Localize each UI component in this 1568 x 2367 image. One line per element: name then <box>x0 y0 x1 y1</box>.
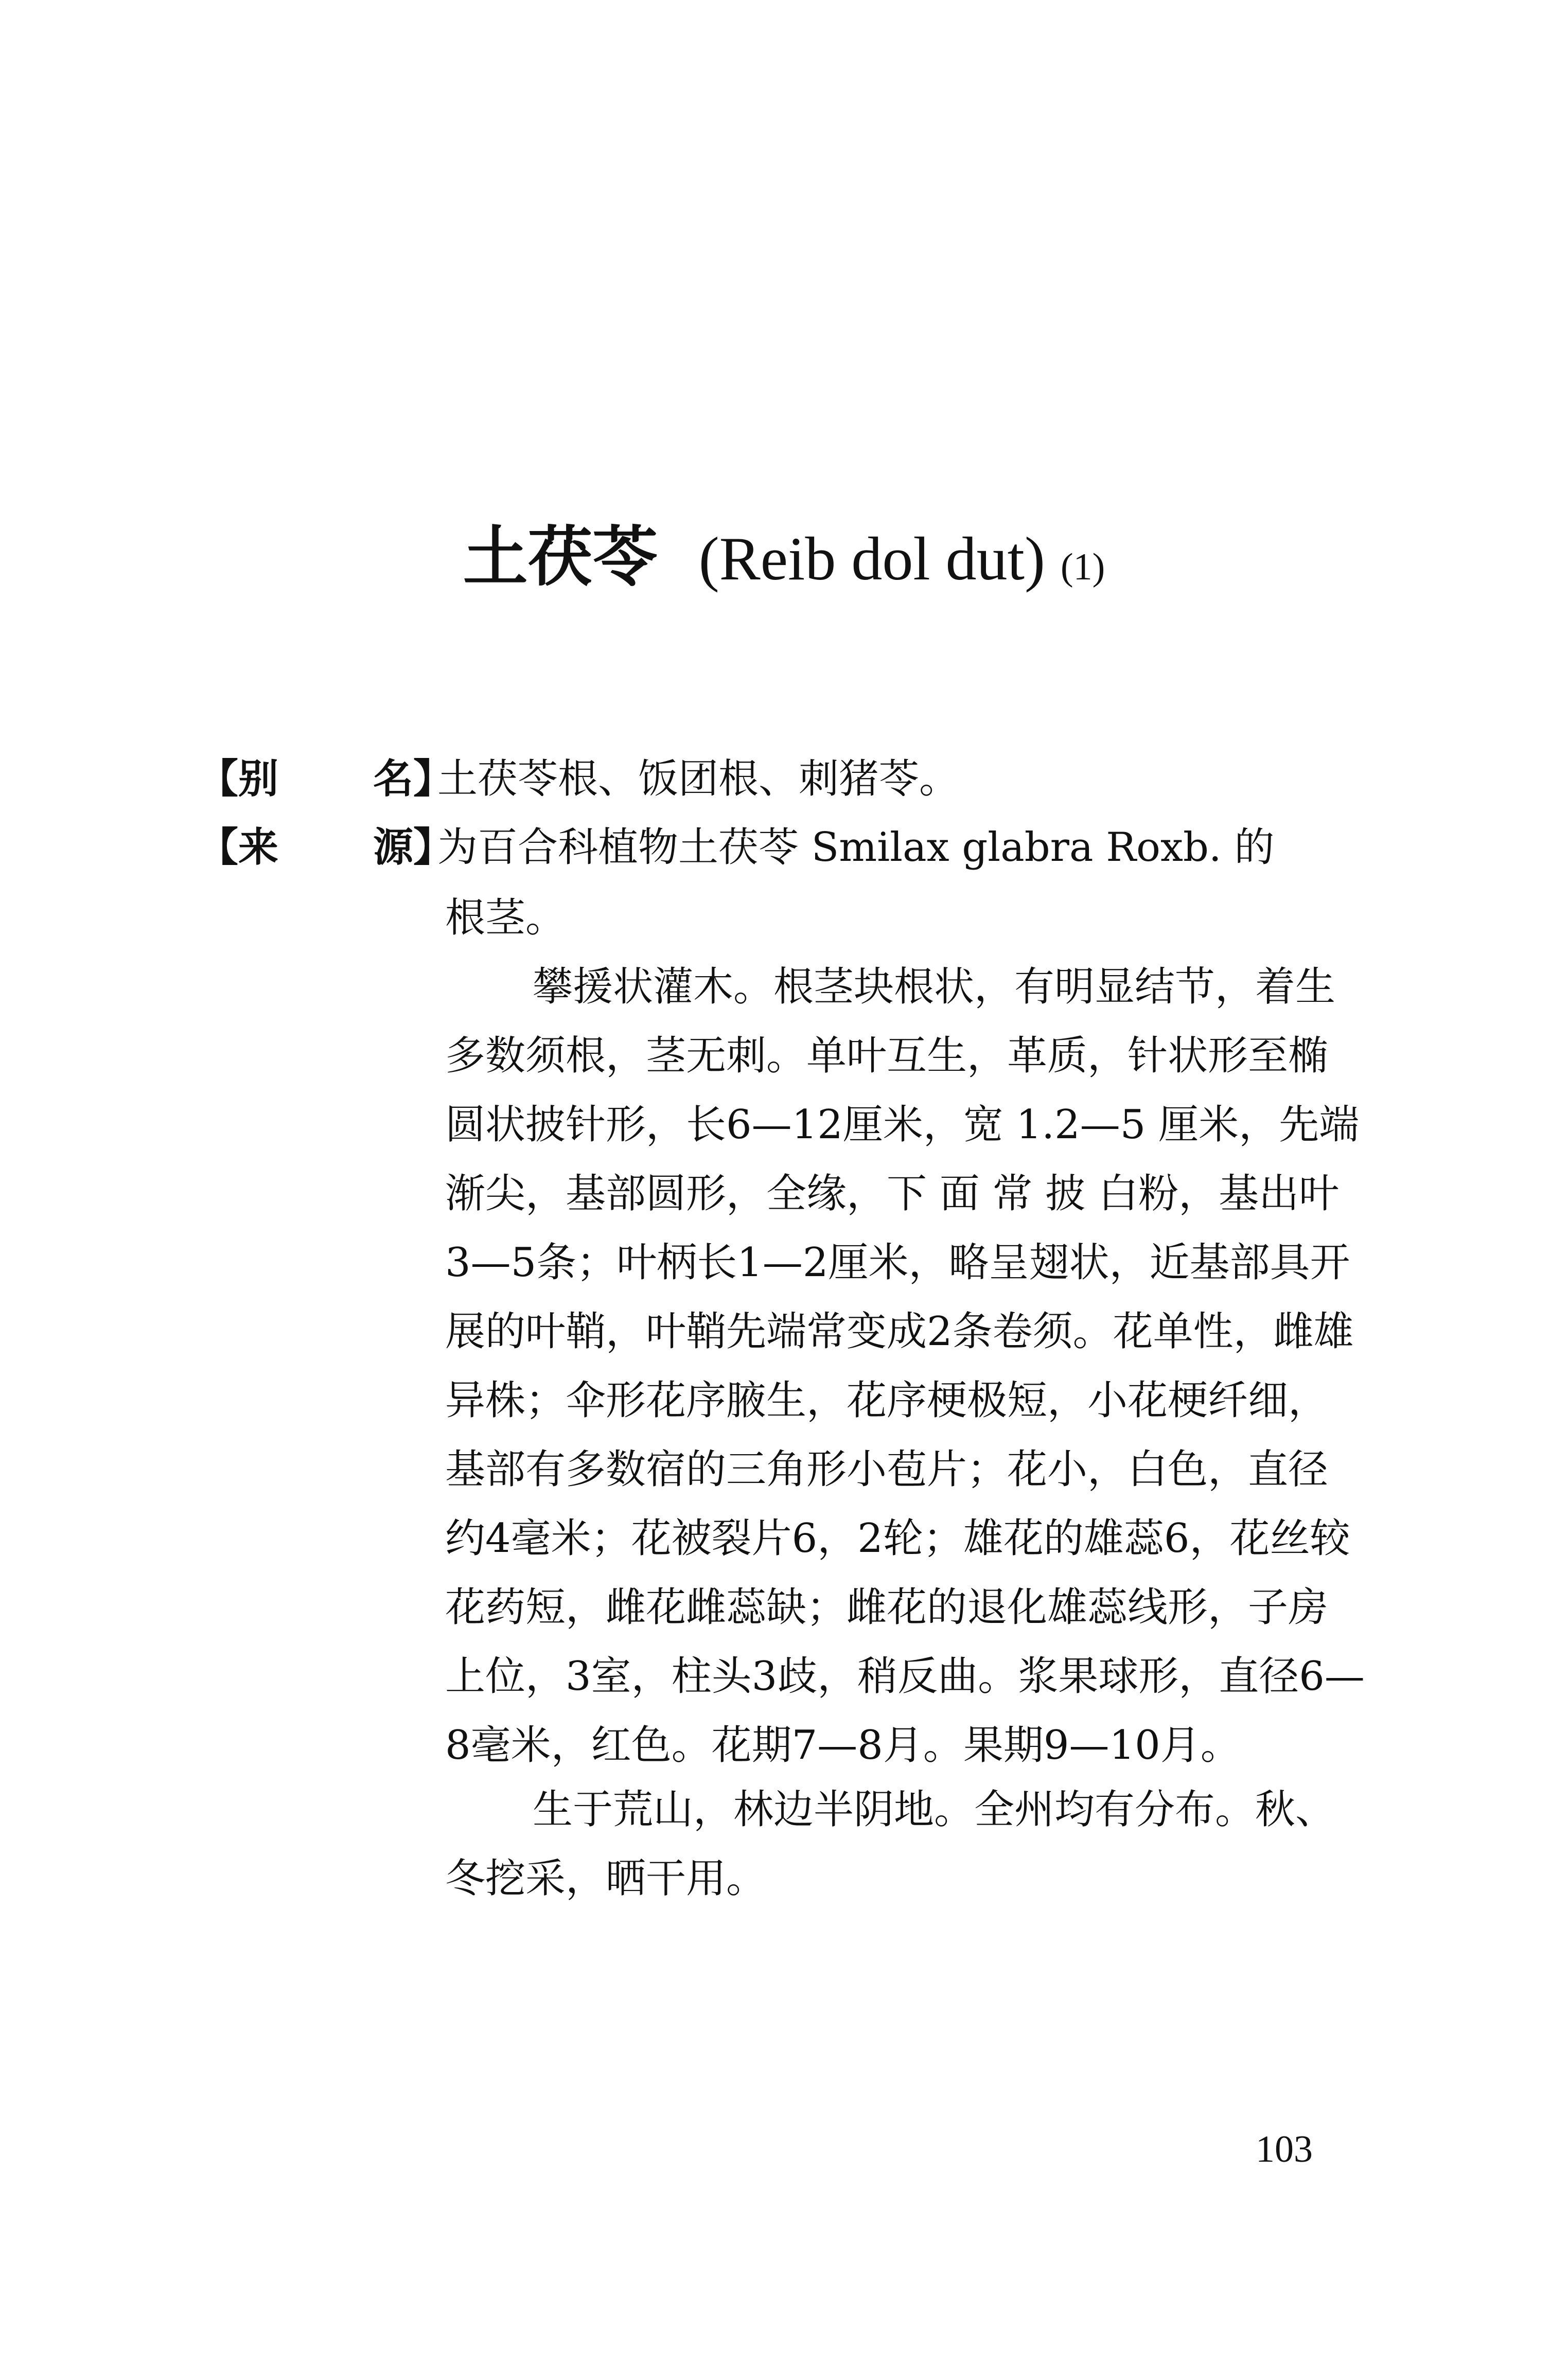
title-latin: (Reib dol dut) <box>698 524 1045 593</box>
title-number: (1) <box>1060 546 1105 588</box>
source-continued-line: 根茎。 <box>445 895 566 941</box>
source-label-left: 【来 <box>198 824 279 871</box>
description-line: 8毫米，红色。花期7—8月。果期9—10月。 <box>445 1722 1241 1769</box>
habitat-paragraph <box>445 1775 1402 1913</box>
alias-label-left: 【别 <box>198 756 279 802</box>
source-label <box>198 824 454 871</box>
description-line: 基部有多数宿的三角形小苞片；花小，白色，直径 <box>445 1446 1329 1493</box>
habitat-line: 生于荒山，林边半阴地。全州均有分布。秋、 <box>533 1787 1336 1833</box>
alias-entry <box>198 756 960 802</box>
description-line: 异株；伞形花序腋生，花序梗极短，小花梗纤细， <box>445 1377 1329 1424</box>
description-paragraph <box>445 952 1402 1780</box>
description-line: 花药短，雌花雌蕊缺；雌花的退化雄蕊线形，子房 <box>445 1584 1329 1631</box>
description-line: 上位，3室，柱头3歧，稍反曲。浆果球形，直径6— <box>445 1653 1365 1700</box>
description-line: 渐尖，基部圆形，全缘，下 面 常 披 白粉，基出叶 <box>445 1171 1340 1217</box>
source-continued <box>445 884 1402 952</box>
title-chinese: 土茯苓 <box>463 519 658 595</box>
alias-text: 土茯苓根、饭团根、刺猪苓。 <box>437 756 960 802</box>
page-number: 103 <box>1256 2128 1313 2170</box>
description-line: 多数须根，茎无刺。单叶互生，革质，针状形至椭 <box>445 1033 1329 1079</box>
description-line: 圆状披针形，长6—12厘米，宽 1.2—5 厘米，先端 <box>445 1102 1360 1148</box>
description-line: 展的叶鞘，叶鞘先端常变成2条卷须。花单性，雌雄 <box>445 1309 1354 1355</box>
description-line: 约4毫米；花被裂片6，2轮；雄花的雄蕊6，花丝较 <box>445 1515 1350 1562</box>
source-entry <box>198 824 1275 871</box>
alias-label <box>198 756 454 802</box>
description-line: 攀援状灌木。根茎块根状，有明显结节，着生 <box>533 964 1336 1010</box>
description-line: 3—5条；叶柄长1—2厘米，略呈翅状，近基部具开 <box>445 1240 1350 1286</box>
page-title <box>0 519 1568 595</box>
habitat-line: 冬挖采，晒干用。 <box>445 1856 767 1902</box>
alias-label-right: 名】 <box>373 756 454 802</box>
source-text: 为百合科植物土茯苓 Smilax glabra Roxb. 的 <box>437 824 1275 871</box>
source-label-right: 源】 <box>373 824 454 871</box>
